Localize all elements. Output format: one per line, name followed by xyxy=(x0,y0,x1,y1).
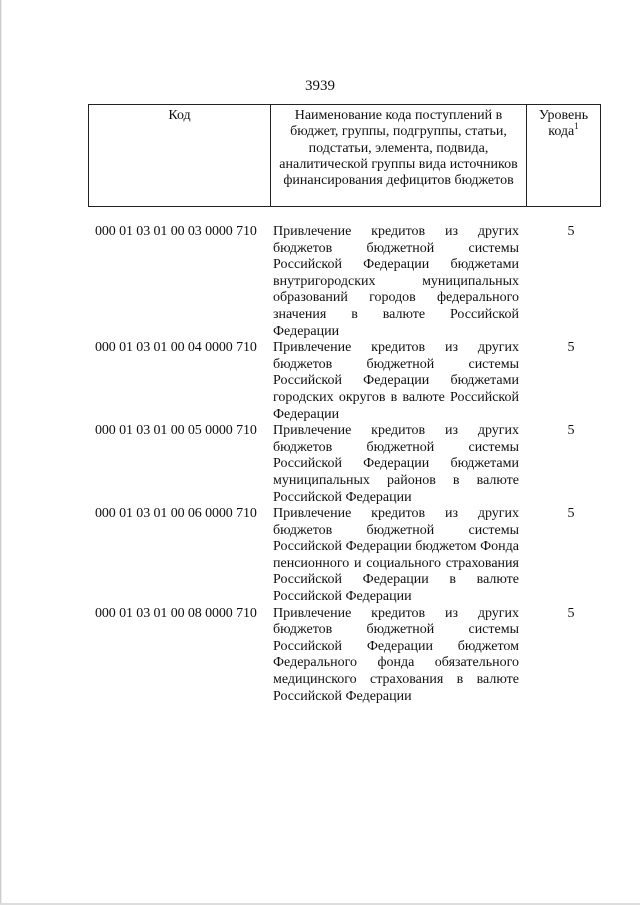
header-level-footnote: 1 xyxy=(574,121,579,132)
row-name: Привлечение кредитов из других бюджетов бюджетной системы Российской Федерации бюджетом Фонда пенсионного и социального страхования Российской Федерации в валюте Российской Федерации xyxy=(273,506,519,605)
table-header xyxy=(88,104,601,207)
row-code: 000 01 03 01 00 03 0000 710 xyxy=(95,224,257,239)
table-body xyxy=(95,224,595,705)
table-row xyxy=(95,606,595,706)
header-level xyxy=(527,105,600,206)
table-row xyxy=(95,224,595,340)
row-name: Привлечение кредитов из других бюджетов бюджетной системы Российской Федерации бюджетами городских округов в валюте Российской Федерации xyxy=(273,340,519,422)
header-level-label: Уровень кода xyxy=(538,108,589,140)
table-row xyxy=(95,423,595,506)
row-level: 5 xyxy=(567,605,575,621)
row-name: Привлечение кредитов из других бюджетов бюджетной системы Российской Федерации бюджетом Федерального фонда обязательного медицинского страхования в валюте Российской Федерации xyxy=(273,605,519,704)
row-code: 000 01 03 01 00 05 0000 710 xyxy=(95,423,257,439)
scan-edge xyxy=(0,0,2,905)
row-level: 5 xyxy=(567,340,575,356)
row-code: 000 01 03 01 00 08 0000 710 xyxy=(95,605,257,621)
table-row xyxy=(95,506,595,606)
row-name: Привлечение кредитов из других бюджетов бюджетной системы Российской Федерации бюджетами внутригородских муниципальных образований городов федерального значения в валюте Российской Федерации xyxy=(273,224,519,339)
header-code: Код xyxy=(89,105,271,206)
page-number: 3939 xyxy=(305,78,335,94)
row-code: 000 01 03 01 00 04 0000 710 xyxy=(95,340,257,356)
row-level: 5 xyxy=(567,423,575,439)
row-name: Привлечение кредитов из других бюджетов бюджетной системы Российской Федерации бюджетами муниципальных районов в валюте Российской Федерации xyxy=(273,423,519,505)
header-name: Наименование кода поступлений в бюджет, группы, подгруппы, статьи, подстатьи, элемента, подвида, аналитической группы вида источников финансирования дефицитов бюджетов xyxy=(271,105,527,206)
row-level: 5 xyxy=(567,224,575,239)
row-code: 000 01 03 01 00 06 0000 710 xyxy=(95,506,257,522)
row-level: 5 xyxy=(567,506,575,522)
table-row xyxy=(95,340,595,423)
